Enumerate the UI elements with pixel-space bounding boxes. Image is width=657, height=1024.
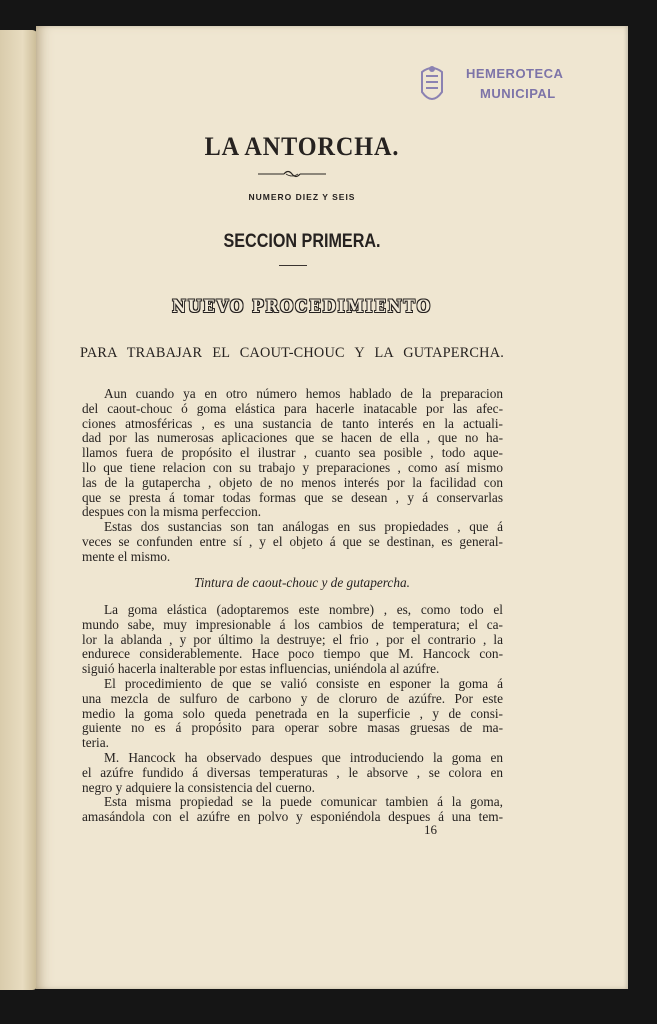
text-line: ciones atmosféricas , es una sustancia de tanto interés en la actuali-	[82, 415, 503, 431]
text-line: veces se confunden entre sí , y el objeto á que se destinan, es general-	[82, 533, 503, 549]
text-line: una mezcla de sulfuro de carbono y de cloruro de azúfre. Por este	[82, 690, 503, 706]
text-line: mundo sabe, muy impresionable á los cambios de temperatura; el ca-	[82, 616, 503, 632]
text-line: mente el mismo.	[82, 548, 171, 564]
text-line: Esta misma propiedad se la puede comunicar tambien á la goma,	[104, 794, 503, 809]
ornament-divider-icon	[256, 168, 328, 180]
text-line: negro y adquiere la consistencia del cuerno.	[82, 779, 315, 795]
text-line: guiente no es á propósito para operar sobre masas gruesas de ma-	[82, 720, 503, 736]
text-line: el azúfre fundido á diversas temperaturas , le absorve , se colora en	[82, 764, 503, 780]
coat-of-arms-icon	[418, 64, 446, 108]
paragraph-3	[82, 603, 503, 677]
section-heading: SECCION PRIMERA.	[223, 231, 381, 252]
publication-title: LA ANTORCHA.	[204, 132, 400, 161]
text-line: que se presta á tomar todas formas que se desean , y á conservarlas	[82, 489, 503, 505]
text-line: El procedimiento de que se valió consiste en esponer la goma á	[104, 676, 503, 691]
text-line: amasándola con el azúfre en polvo y esponiéndola despues á una tem-	[82, 808, 503, 824]
text-line: teria.	[82, 735, 109, 751]
subheading: Tintura de caout-chouc y de gutapercha.	[194, 575, 410, 590]
stamp-text-line1: HEMEROTECA	[466, 66, 564, 81]
issue-number: NUMERO DIEZ Y SEIS	[248, 192, 356, 202]
paragraph-5	[82, 751, 503, 795]
text-line: medio la goma solo queda penetrada en la superficie , y de consi-	[82, 705, 503, 721]
paragraph-6	[82, 795, 503, 825]
text-line: despues con la misma perfeccion.	[82, 504, 262, 520]
article-subtitle: PARA TRABAJAR EL CAOUT-CHOUC Y LA GUTAPERCHA.	[80, 345, 504, 361]
text-line: llamos fuera de propósito el ilustrar , cuanto sea posible , todo aque-	[82, 445, 503, 461]
text-line: dad por las numerosas aplicaciones que se hacen de ella , que no ha-	[82, 430, 503, 446]
article-title: NUEVO PROCEDIMIENTO	[172, 297, 432, 317]
text-line: La goma elástica (adoptaremos este nombre) , es, como todo el	[104, 602, 503, 617]
paragraph-1	[82, 387, 503, 520]
facing-page-edge	[0, 30, 38, 990]
section-rule	[279, 265, 307, 266]
text-line: Estas dos sustancias son tan análogas en sus propiedades , que á	[104, 519, 503, 534]
text-line: las de la gutapercha , objeto de no menos interés por la facilidad con	[82, 474, 503, 490]
text-line: lor la ablanda , y por último la destruye; el frio , por el contrario , la	[82, 631, 503, 647]
text-line: Aun cuando ya en otro número hemos hablado de la preparacion	[104, 386, 503, 401]
library-stamp	[416, 64, 586, 112]
text-line: del caout-chouc ó goma elástica para hacerle inatacable por las afec-	[82, 400, 503, 416]
stamp-text-line2: MUNICIPAL	[480, 86, 556, 101]
page-number: 16	[424, 822, 437, 837]
paragraph-4	[82, 677, 503, 751]
text-line: siguió hacerla inalterable por estas influencias, uniéndola al azúfre.	[82, 661, 440, 677]
text-line: llo que tiene relacion con su trabajo y preparaciones , como así mismo	[82, 459, 503, 475]
text-line: M. Hancock ha observado despues que introduciendo la goma en	[104, 750, 503, 765]
text-line: endurece considerablemente. Hace poco tiempo que M. Hancock con-	[82, 646, 503, 662]
paragraph-2	[82, 520, 503, 564]
